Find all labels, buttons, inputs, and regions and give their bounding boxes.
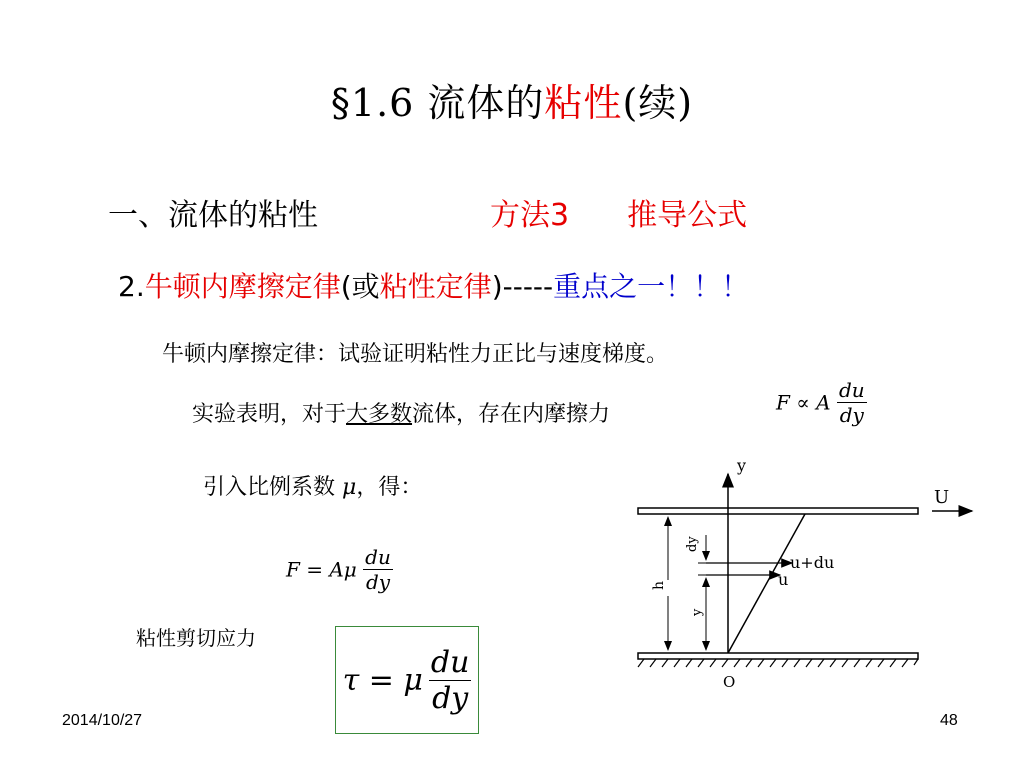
h-label: h	[651, 580, 667, 590]
title-highlight: 粘性	[544, 81, 623, 125]
y-dim-label: y	[690, 608, 705, 616]
u-du-label: u+du	[790, 553, 835, 572]
title-suffix: (续)	[622, 81, 694, 125]
subheading-paren-close: )-----	[491, 270, 554, 303]
plate-velocity-label: U	[934, 487, 950, 508]
formula3-num: du	[430, 644, 470, 680]
formula1-den: dy	[839, 403, 864, 427]
dy-label: dy	[685, 536, 700, 552]
footer-date: 2014/10/27	[62, 712, 143, 729]
experiment-after: 流体，存在内摩擦力	[412, 402, 611, 427]
y-axis-label: y	[737, 456, 747, 475]
bottom-hatch	[638, 659, 918, 667]
formula2-num: du	[365, 545, 391, 569]
introduce-after: ，得：	[356, 475, 423, 500]
law-statement: 牛顿内摩擦定律：试验证明粘性力正比与速度梯度。	[162, 342, 669, 367]
experiment-before: 实验表明，对于	[192, 402, 347, 427]
subheading-law: 牛顿内摩擦定律	[144, 270, 341, 303]
introduce-label: 引入比例系数	[203, 475, 336, 500]
method-label: 方法3	[490, 198, 570, 233]
experiment-underlined: 大多数	[346, 402, 413, 427]
formula2-lhs: F = Aμ	[286, 557, 357, 582]
origin-label: O	[723, 673, 736, 691]
velocity-profile-line	[728, 514, 805, 653]
introduce-mu: μ	[342, 475, 357, 500]
subheading-alt: 粘性定律	[379, 270, 492, 303]
title-prefix: §1.6 流体的	[330, 81, 545, 125]
subheading-number: 2.	[118, 270, 145, 303]
section-heading: 一、流体的粘性	[108, 198, 318, 233]
subheading-paren-open: (或	[340, 270, 380, 303]
top-plate	[638, 508, 918, 514]
u-label: u	[778, 570, 789, 589]
formula2-den: dy	[365, 570, 391, 594]
topic-label: 推导公式	[627, 198, 748, 233]
bottom-plate	[638, 653, 918, 659]
formula1-lhs: F ∝ A	[776, 390, 831, 415]
formula3-den: dy	[432, 680, 469, 716]
footer-page-number: 48	[940, 712, 958, 729]
formula1-num: du	[838, 378, 865, 402]
subheading-emphasis: 重点之一！！！	[553, 270, 750, 303]
formula3-lhs: τ = μ	[342, 662, 423, 698]
shear-stress-label: 粘性剪切应力	[136, 626, 256, 650]
